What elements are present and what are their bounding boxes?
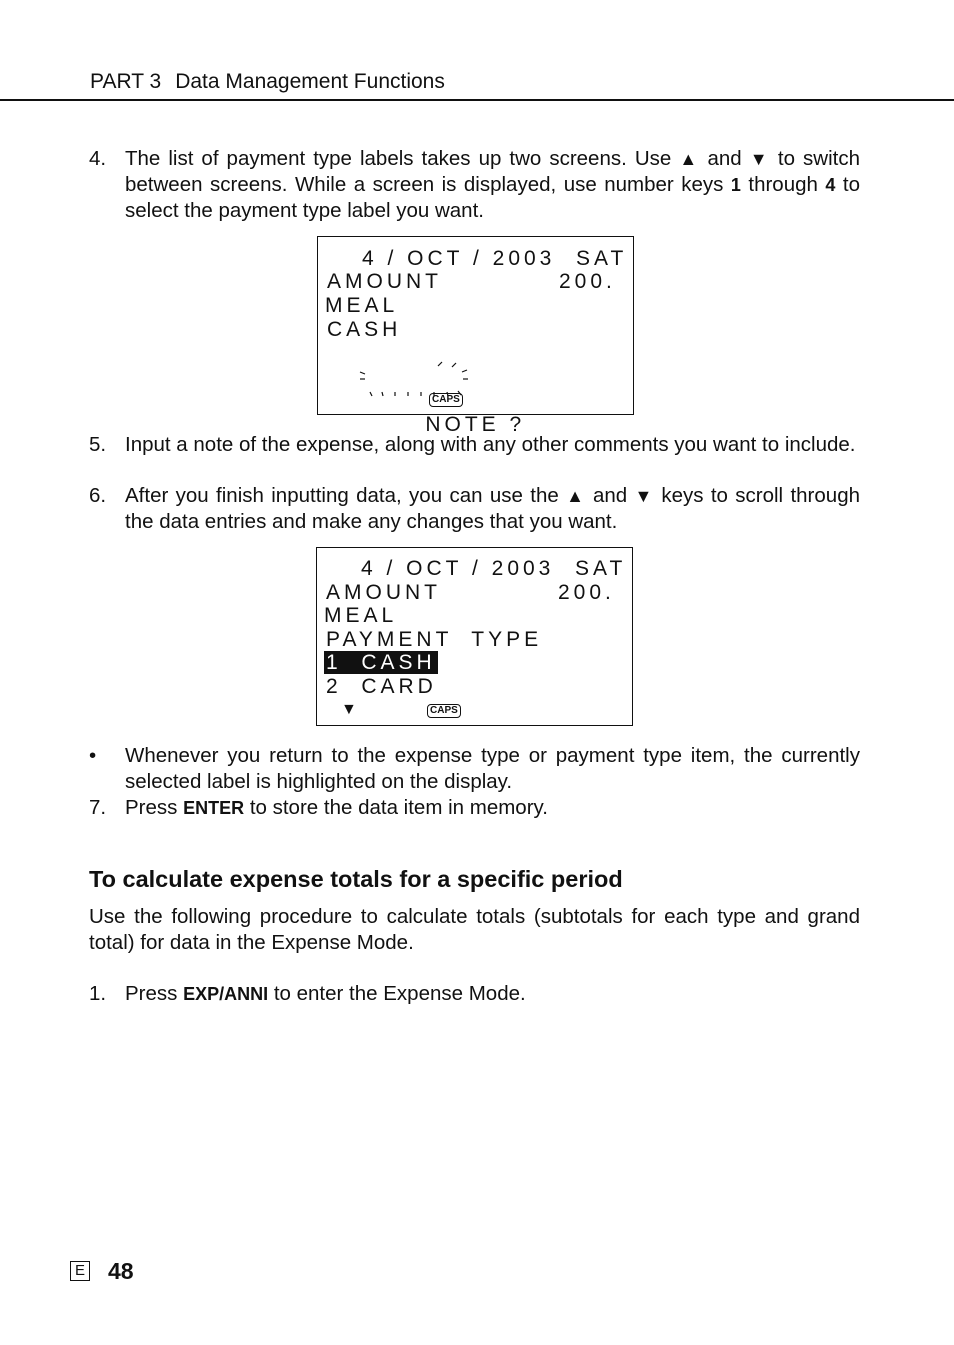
scroll-down-icon: ▼ (341, 701, 357, 718)
step-number: 4. (89, 147, 107, 170)
bullet-icon: • (89, 744, 97, 767)
key-1: 1 (730, 175, 741, 195)
lcd-note-prompt (327, 341, 525, 485)
lcd-amount-value: 200. (558, 581, 615, 604)
lcd-payment: CASH (327, 318, 402, 341)
lcd-date: 4 / OCT / 2003 (361, 557, 555, 580)
lcd-amount-value: 200. (559, 270, 616, 293)
up-arrow-icon: ▲ (566, 486, 586, 506)
lcd-day: SAT (576, 247, 628, 270)
language-badge: E (70, 1261, 90, 1281)
section-heading: To calculate expense totals for a specific period (89, 866, 623, 892)
lcd-screen-payment-type (316, 547, 633, 726)
step-7 (89, 795, 860, 821)
up-arrow-icon: ▲ (679, 149, 700, 169)
caps-indicator: CAPS (429, 393, 463, 407)
lcd-expense-type: MEAL (325, 294, 399, 317)
step-1 (89, 981, 860, 1007)
down-arrow-icon: ▼ (749, 149, 770, 169)
lcd-expense-type: MEAL (324, 604, 398, 627)
running-header (90, 70, 445, 94)
step-number: 6. (89, 484, 107, 507)
step-text: After you finish inputting data, you can use the ▲ and ▼ keys to scroll through the data entries and make any changes that you want. (125, 484, 860, 533)
part-label: PART 3 (90, 70, 162, 93)
step-text: Input a note of the expense, along with any other comments you want to include. (125, 433, 856, 456)
step-text: Press ENTER to store the data item in memory. (125, 796, 548, 819)
step-number: 5. (89, 433, 107, 456)
lcd-amount-label: AMOUNT (326, 581, 441, 604)
lcd-day: SAT (575, 557, 627, 580)
key-4: 4 (825, 175, 836, 195)
step-6 (89, 483, 860, 535)
key-exp-anni: EXP/ANNI (183, 984, 269, 1004)
lcd-screen-note (317, 236, 634, 436)
lcd-option-2: 2 CARD (326, 675, 437, 698)
blinking-cursor-icon: NOTE ? (366, 365, 525, 461)
key-enter: ENTER (183, 798, 245, 818)
bullet-text: Whenever you return to the expense type or payment type item, the currently selected label is highlighted on the display. (125, 744, 860, 793)
lcd-payment-prompt: PAYMENT TYPE (326, 628, 543, 651)
header-rule (0, 99, 954, 101)
down-arrow-icon: ▼ (634, 486, 654, 506)
highlighted-option: 1 CASH (326, 651, 436, 674)
lcd-option-1 (326, 651, 438, 675)
lcd-amount-label: AMOUNT (327, 270, 442, 293)
lcd-date: 4 / OCT / 2003 (362, 247, 556, 270)
section-title: Data Management Functions (175, 70, 445, 93)
step-number: 1. (89, 982, 107, 1005)
caps-indicator: CAPS (427, 704, 461, 718)
bullet-note (89, 743, 860, 795)
step-4 (89, 146, 860, 224)
step-5 (89, 432, 860, 458)
page-number: 48 (108, 1258, 134, 1284)
section-intro: Use the following procedure to calculate totals (subtotals for each type and grand total) for data in the Expense Mode. (89, 905, 860, 954)
step-number: 7. (89, 796, 107, 819)
step-text: Press EXP/ANNI to enter the Expense Mode. (125, 982, 526, 1005)
step-text: The list of payment type labels takes up two screens. Use ▲ and ▼ to switch between screens. While a screen is displayed, use number keys 1 through 4 to select the payment type label you want. (125, 147, 861, 222)
